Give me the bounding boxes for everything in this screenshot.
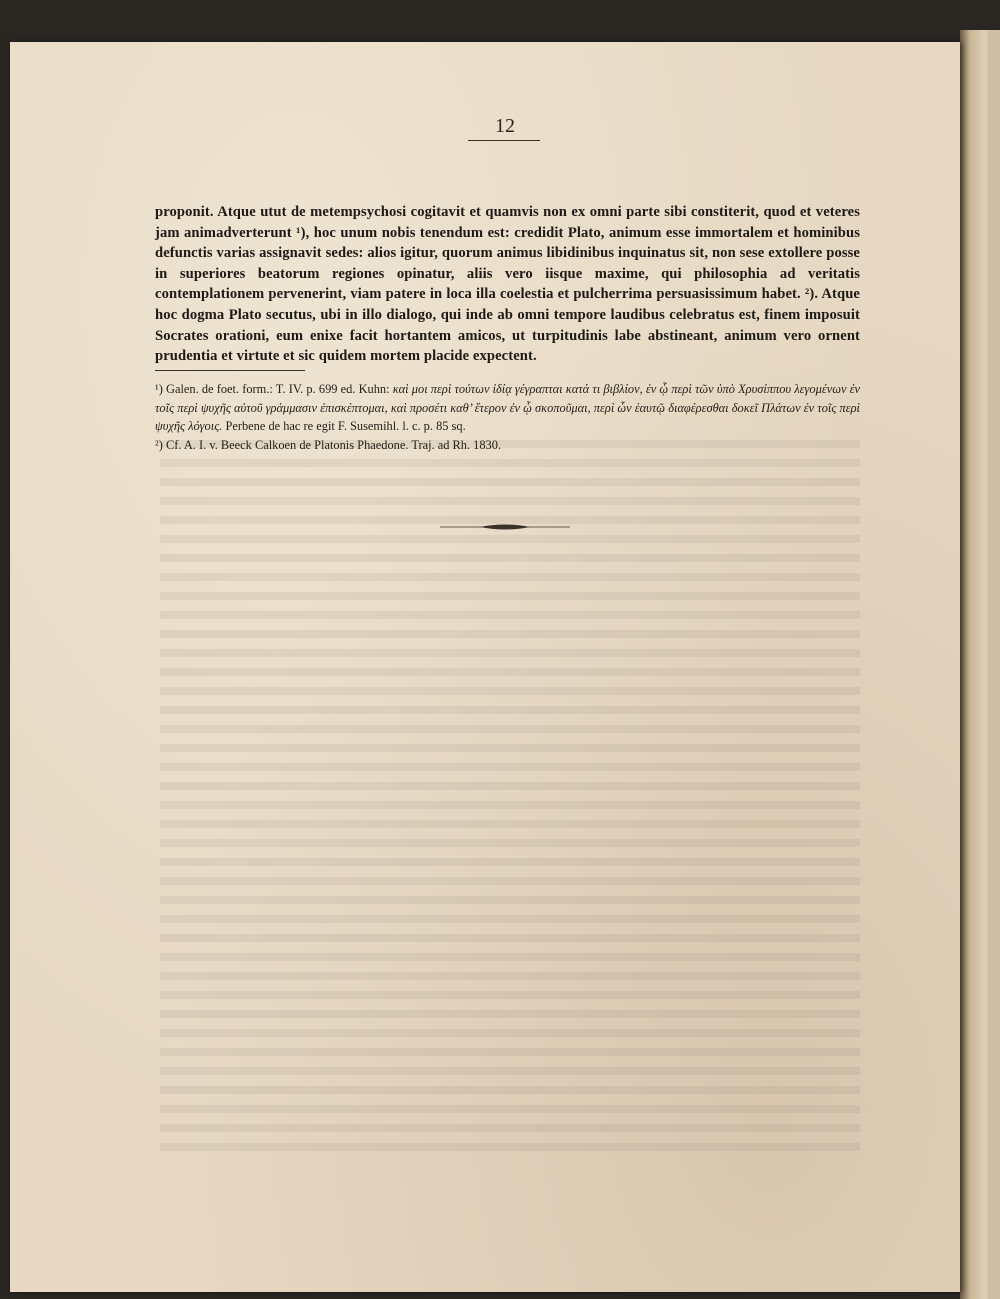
footnote-1-lead: Galen. de foet. form.: T. IV. p. 699 ed. Kuhn: (166, 382, 390, 396)
footnote-1-tail: Perbene de hac re egit F. Susemihl. l. c. p. 85 sq. (225, 419, 466, 433)
footnote-1-greek: καὶ μοι περὶ τούτων ἰδίᾳ γέγραπται κατά τι βιβλίον, ἐν ᾧ περὶ τῶν ὑπὸ Χρυσίππου λεγομένων ἐν τοῖς περὶ ψυχῆς αὐτοῦ γράμμασιν ἐπισκέπτομαι, καὶ προσέτι καθ’ ἕτερον ἐν ᾧ σκοποῦμαι, περὶ ὧν ἑαυτῷ διαφέρεσθαι δοκεῖ Πλάτων ἐν τοῖς περὶ ψυχῆς λόγοις. (155, 382, 860, 433)
footnote-2-mark: ²) (155, 437, 163, 452)
footnote-1 (155, 380, 860, 436)
footnote-separator (155, 370, 305, 371)
footnote-1-mark: ¹) (155, 382, 163, 396)
footnotes (155, 380, 860, 454)
page-number-rule (468, 140, 540, 141)
footnote-2-lead: Cf. A. I. v. Beeck Calkoen de Platonis Phaedone. Traj. ad Rh. 1830. (165, 437, 502, 452)
page-number: 12 (495, 115, 515, 137)
footnote-2 (155, 436, 860, 455)
adjacent-page-margin (988, 30, 1000, 1299)
show-through-text (160, 437, 860, 1160)
section-ornament (440, 522, 570, 532)
main-paragraph (155, 202, 860, 367)
paragraph-text: proponit. Atque utut de metempsychosi cogitavit et quamvis non ex omni parte sibi constiterit, quod et veteres jam animadverterunt ¹), hoc unum nobis tenendum est: credidit Plato, animum esse immortalem et hominibus defunctis varias assignavit sedes: alios igitur, quorum animus libidinibus inquinatus sit, non sese extollere posse in superiores beatorum regiones opinatur, aliis vero iisque maxime, qui philosophia ad veritatis contemplationem pervenerint, viam patere in loca illa coelestia et pulcherrima persuasissimum habet. ²). Atque hoc dogma Plato secutus, ubi in illo dialogo, qui inde ab omni tempore laudibus celebratus est, finem imposuit Socrates orationi, eum enixe facit hortantem amicos, ut turpitudinis labe abstineant, animum vero ornent prudentia et virtute et sic quidem mortem placide expectent. (155, 204, 860, 365)
